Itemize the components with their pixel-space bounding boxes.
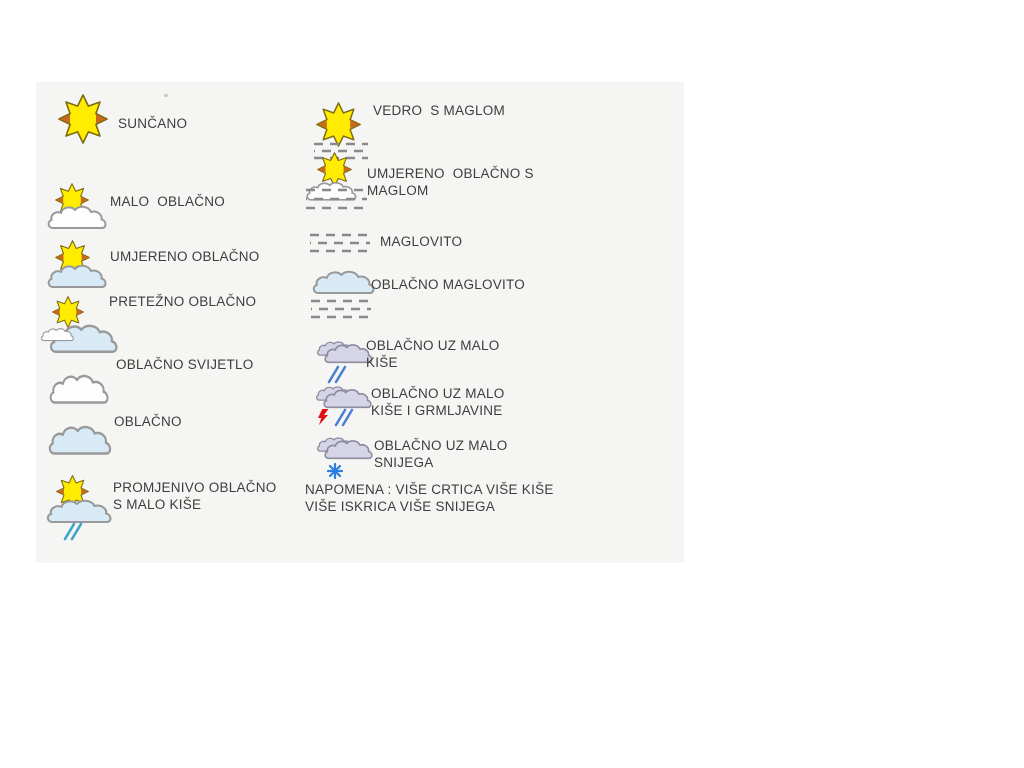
legend-label-maglovito: MAGLOVITO: [380, 234, 463, 249]
weather-legend-panel: [36, 82, 684, 563]
legend-label-oblacno: OBLAČNO: [114, 414, 182, 429]
legend-label-suncano: SUNČANO: [118, 116, 188, 131]
legend-label-oblacno-kisa: OBLAČNO UZ MALO KIŠE: [366, 338, 500, 370]
legend-note: NAPOMENA : VIŠE CRTICA VIŠE KIŠE VIŠE ISKRICA VIŠE SNIJEGA: [305, 482, 554, 514]
sun-cloud-icon: [45, 240, 107, 288]
fog-icon: [309, 231, 371, 255]
speck-artifact: [164, 94, 168, 97]
legend-label-oblacno-maglovito: OBLAČNO MAGLOVITO: [371, 277, 526, 292]
legend-label-vedro-s-maglom: VEDRO S MAGLOM: [373, 103, 506, 118]
legend-label-oblacno-snijeg: OBLAČNO UZ MALO SNIJEGA: [374, 438, 508, 470]
cloud-fog-icon: [309, 265, 375, 319]
legend-label-malo-oblacno: MALO OBLAČNO: [110, 194, 226, 209]
legend-label-umjereno-oblacno: UMJERENO OBLAČNO: [110, 249, 260, 264]
legend-label-promjenivo: PROMJENIVO OBLAČNO S MALO KIŠE: [113, 480, 277, 512]
legend-label-umjereno-s-maglom: UMJERENO OBLAČNO S MAGLOM: [367, 166, 534, 198]
snowflake-glyph: [328, 464, 342, 478]
legend-label-oblacno-svijetlo: OBLAČNO SVIJETLO: [116, 357, 254, 372]
sun-cloud-fog-icon: [305, 152, 373, 218]
sun-icon: [58, 94, 108, 144]
cloud-icon: [45, 411, 111, 455]
sun-cloud-rain-icon: [43, 475, 113, 541]
legend-label-pretezno-oblacno: PRETEŽNO OBLAČNO: [109, 294, 257, 309]
cloud-thunder-rain-icon: [315, 381, 375, 427]
cloud-snow-icon: [316, 430, 374, 482]
sun-behind-clouds-icon: [40, 294, 118, 352]
light-cloud-icon: [46, 361, 110, 403]
legend-label-oblacno-grmljavina: OBLAČNO UZ MALO KIŠE I GRMLJAVINE: [371, 386, 505, 418]
sun-small-cloud-icon: [45, 183, 107, 229]
